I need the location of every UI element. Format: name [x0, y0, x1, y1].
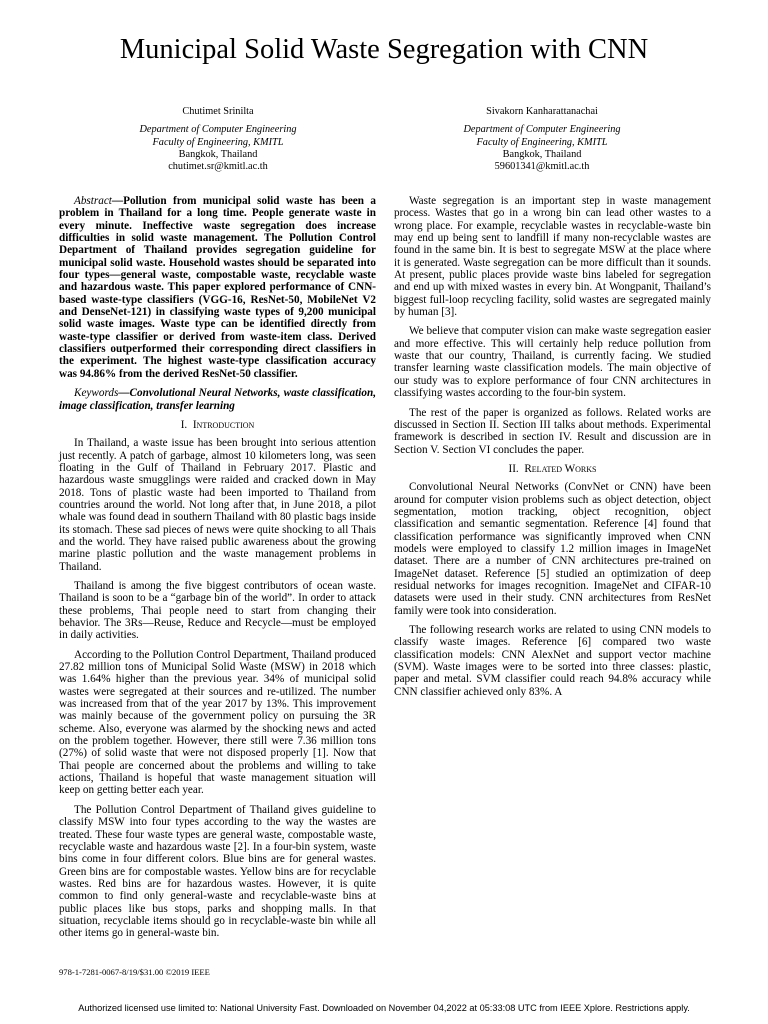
author-email: 59601341@kmitl.ac.th — [494, 161, 590, 173]
copyright-notice: 978-1-7281-0067-8/19/$31.00 ©2019 IEEE — [59, 967, 210, 977]
body-paragraph: The Pollution Control Department of Thailand gives guideline to classify MSW into four types according to the way the wastes are treated. These four waste types are general waste, compostable waste, recyclable waste and hazardous waste [2]. In a four-bin system, waste bins come in four different colors. Blue bins are for general wastes. Green bins are for compostable wastes. Yellow bins are for recyclable wastes. Red bins are for hazardous wastes. However, it is quite common to find only general-waste and recyclable-waste bins at public places like bus stops, parks and shopping malls. In that situation, recyclable items should go in recyclable-waste bin while all other items go in general-waste bin. — [59, 803, 376, 940]
author-city: Bangkok, Thailand — [502, 148, 582, 160]
body-paragraph: Waste segregation is an important step in waste management process. Wastes that go in a wrong bin can lead other wastes to a wrong place. For example, recyclable wastes in recyclable-waste bin may end up being sent to landfill if many non-recyclable wastes are found in the same bin. It is best to segregate MSW at the place where it is generated. Waste segregation can be more difficult than it sounds. At present, public places provide waste bins labeled for segregation and end up with mixed wastes in every bin. At Wongpanit, Thailand’s biggest full-loop recycling facility, solid wastes are segregated mainly by human [3]. — [394, 195, 711, 319]
body-paragraph: Convolutional Neural Networks (ConvNet or CNN) have been around for computer vision problems such as object detection, object segmentation, motion tracking, object recognition, object classification and semantic segmentation. Reference [4] found that classification performance was significantly improved when CNN models were employed to classify 1.2 million images in ImageNet dataset. There are a number of CNN architectures pre-trained on ImageNet dataset. Reference [5] studied an optimization of deep residual networks for images recognition. ImageNet and CIFAR-10 datasets were used in their study. CNN architectures from ResNet family were took into consideration. — [394, 481, 711, 617]
author-faculty: Faculty of Engineering, KMITL — [152, 136, 284, 148]
abstract-text: Pollution from municipal solid waste has been a problem in Thailand for a long time. People generate waste in every minute. Ineffective waste segregation does increase difficulties in solid waste management. The Pollution Control Department of Thailand provides segregation guideline for municipal solid waste. Household wastes should be separated into four types—general waste, compostable waste, recyclable waste and hazardous waste. This paper explored performance of CNN-based waste-type classifiers (VGG-16, ResNet-50, MobileNet V2 and DenseNet-121) in classifying waste types of 9,200 municipal solid waste images. Waste type can be identified directly from waste-type classifier or derived from waste-item class. Derived classifiers outperformed their corresponding direct classifiers in the experiment. The highest waste-type classification accuracy was 94.86% from the derived ResNet-50 classifier. — [59, 195, 376, 380]
author-department: Department of Computer Engineering — [463, 124, 621, 136]
abstract — [59, 195, 376, 380]
body-paragraph: We believe that computer vision can make waste segregation easier and more effective. This will certainly help reduce pollution from waste that our country, Thailand, is currently facing. We studied transfer learning waste classification models. The main objective of our study was to explore performance of four CNN architectures in classifying wastes according to the four-bin system. — [394, 325, 711, 400]
section-title: Related Works — [524, 462, 597, 475]
author-block-1 — [88, 106, 348, 173]
author-city: Bangkok, Thailand — [178, 148, 258, 160]
section-numeral: I. — [180, 418, 188, 431]
abstract-label: Abstract — [74, 195, 112, 207]
section-heading-introduction — [59, 419, 376, 431]
left-column — [59, 195, 376, 947]
body-paragraph: The rest of the paper is organized as follows. Related works are discussed in Section II. Section III talks about methods. Experimental framework is described in section IV. Result and discussion are in Section V. Section VI concludes the paper. — [394, 406, 711, 456]
author-name: Chutimet Srinilta — [182, 106, 254, 117]
keywords-text: —Convolutional Neural Networks, waste classification, image classification, transfer learning — [59, 387, 376, 412]
paper-title: Municipal Solid Waste Segregation with CNN — [119, 34, 649, 65]
author-name: Sivakorn Kanharattanachai — [486, 106, 598, 117]
author-block-2 — [412, 106, 672, 173]
keywords-label: Keywords — [74, 387, 119, 400]
license-footer: Authorized licensed use limited to: National University Fast. Downloaded on November 04,2022 at 05:33:08 UTC from IEEE Xplore. Restrictions apply. — [78, 1003, 690, 1013]
abstract-dash: — — [111, 195, 124, 207]
body-paragraph: The following research works are related to using CNN models to classify waste images. Reference [6] compared two waste classification models: CNN AlexNet and support vector machine (SVM). Waste images were to be sorted into three classes: plastic, paper and metal. SVM classifier could reach 94.8% accuracy while CNN classifier achieved only 83%. A — [394, 624, 711, 698]
body-paragraph: According to the Pollution Control Department, Thailand produced 27.82 million tons of Municipal Solid Waste (MSW) in 2018 which was 1.64% higher than the previous year. 34% of municipal solid wastes were segregated at their sources and re-utilized. The number was increased from that of the year 2017 by 13%. This improvement was mainly because of the government policy on pursuing the 3R scheme. Also, everyone was alarmed by the shocking news and acted on the problem together. However, there still were 7.36 million tons (27%) of solid waste that were not disposed properly [1]. Now that Thai people are concerned about the problems and willing to take actions, Thailand is hopeful that waste management situation will keep on getting better each year. — [59, 648, 376, 797]
body-paragraph: Thailand is among the five biggest contributors of ocean waste. Thailand is soon to be a “garbage bin of the world”. In order to attack these problems, Thai people need to start from changing their behavior. The 3Rs—Reuse, Reduce and Recycle—must be employed in daily activities. — [59, 579, 376, 642]
right-column — [394, 195, 711, 705]
author-email: chutimet.sr@kmitl.ac.th — [168, 161, 268, 173]
keywords — [59, 387, 376, 412]
section-heading-related-works — [394, 463, 711, 475]
section-numeral: II. — [508, 462, 519, 475]
author-faculty: Faculty of Engineering, KMITL — [476, 136, 608, 148]
section-title: Introduction — [192, 418, 255, 431]
author-department: Department of Computer Engineering — [139, 124, 297, 136]
body-paragraph: In Thailand, a waste issue has been brought into serious attention just recently. A patch of garbage, almost 10 kilometers long, was seen floating in the Gulf of Thailand in February 2017. Plastic and hazardous waste smugglings were raided and cracked down in May 2018. Tons of plastic waste had been imported to Thailand from countries around the world. Not long after that, in June 2018, a pilot whale was found dead in southern Thailand with 80 plastic bags inside its stomach. These sad pieces of news were quite shocking to all Thais and the world. They have raised public awareness about the growing marine plastic pollution and the waste management problems in Thailand. — [59, 437, 376, 573]
